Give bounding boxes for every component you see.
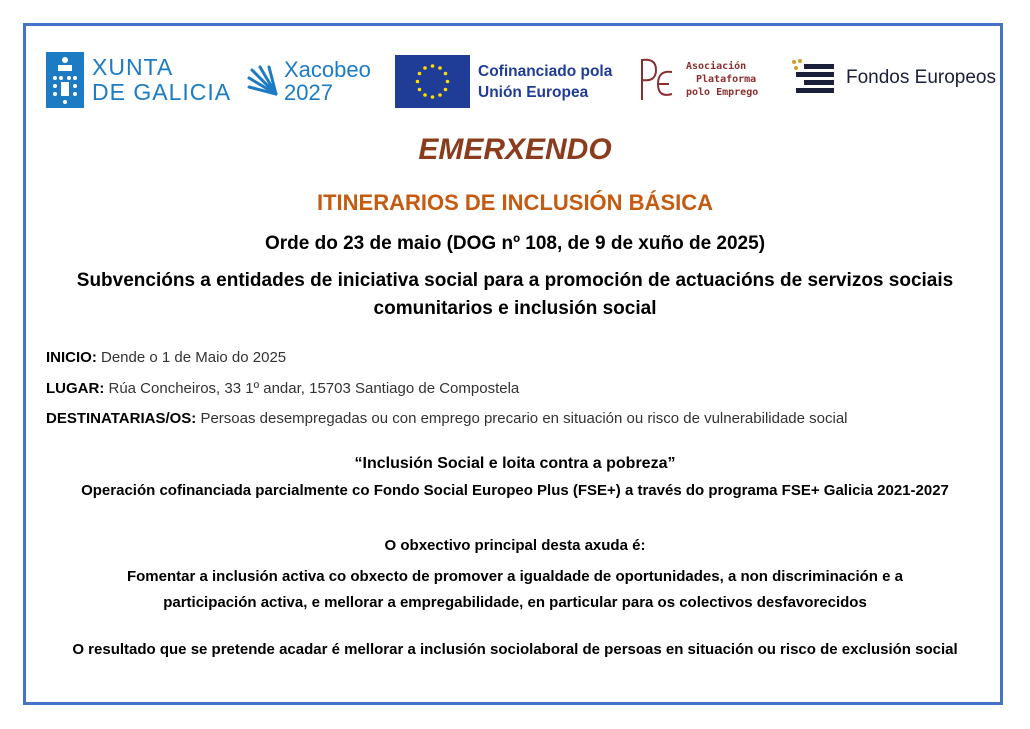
- page-subtitle: ITINERARIOS DE INCLUSIÓN BÁSICA: [316, 190, 714, 215]
- plataforma-emprego-logo: [634, 54, 758, 104]
- page-title: EMERXENDO: [418, 133, 612, 166]
- xunta-shield-icon: [46, 52, 84, 108]
- xacobeo-line-1: Xacobeo: [284, 57, 371, 82]
- plataforma-line-3: polo Emprego: [686, 86, 759, 98]
- logos-bar: [0, 0, 1030, 120]
- start-label: INICIO:: [46, 349, 97, 366]
- location-info: [46, 380, 519, 397]
- eu-flag-icon: [395, 55, 470, 108]
- eu-line-1: Cofinanciado pola: [478, 62, 613, 80]
- objective-text: [26, 564, 1004, 616]
- objective-label: O obxectivo principal desta axuda é:: [384, 537, 646, 554]
- location-value: Rúa Concheiros, 33 1º andar, 15703 Santiago de Compostela: [104, 380, 520, 397]
- objective-line-2: participación activa, e mellorar a empregabilidade, en particular para os colectivos desfavorecidos: [163, 594, 867, 611]
- fondos-europeos-icon: [790, 58, 838, 98]
- fondos-europeos-logo: [790, 58, 996, 98]
- xunta-line-2: DE GALICIA: [92, 79, 232, 105]
- start-info: [46, 349, 286, 366]
- recipients-info: [46, 410, 848, 427]
- objective-line-1: Fomentar a inclusión activa co obxecto de promover a igualdade de oportunidades, a non discriminación e a: [126, 568, 903, 585]
- xunta-line-1: XUNTA: [92, 54, 174, 80]
- start-value: Dende o 1 de Maio do 2025: [96, 349, 287, 366]
- location-label: LUGAR:: [46, 380, 105, 397]
- plataforma-monogram-icon: [634, 54, 676, 104]
- recipients-value: Persoas desempregadas ou con emprego precario en situación ou risco de vulnerabilidade social: [196, 410, 848, 427]
- subsidy-line-1: Subvencións a entidades de iniciativa social para a promoción de actuacións de servizos sociais: [76, 270, 954, 291]
- program-quote: “Inclusión Social e loita contra a pobreza”: [354, 455, 676, 472]
- order-reference: Orde do 23 de maio (DOG nº 108, de 9 de xuño de 2025): [264, 233, 766, 254]
- eu-cofinancing-logo: [395, 55, 612, 108]
- plataforma-line-1: Asociación: [686, 60, 747, 72]
- plataforma-line-2: Plataforma: [696, 73, 757, 85]
- eu-line-2: Unión Europea: [478, 83, 589, 101]
- subsidy-description: [26, 267, 1004, 323]
- subsidy-line-2: comunitarios e inclusión social: [373, 298, 657, 319]
- cofinancing-statement: Operación cofinanciada parcialmente co Fondo Social Europeo Plus (FSE+) a través do programa FSE+ Galicia 2021-2027: [81, 482, 949, 499]
- xunta-logo: [46, 52, 231, 108]
- xacobeo-line-2: 2027: [284, 80, 333, 105]
- fondos-label: Fondos Europeos: [846, 67, 996, 88]
- xacobeo-logo: [246, 58, 371, 104]
- expected-result: O resultado que se pretende acadar é mellorar a inclusión sociolaboral de persoas en situación ou risco de exclusión social: [72, 641, 958, 658]
- recipients-label: DESTINATARIAS/OS:: [46, 410, 197, 427]
- scallop-shell-icon: [246, 64, 280, 98]
